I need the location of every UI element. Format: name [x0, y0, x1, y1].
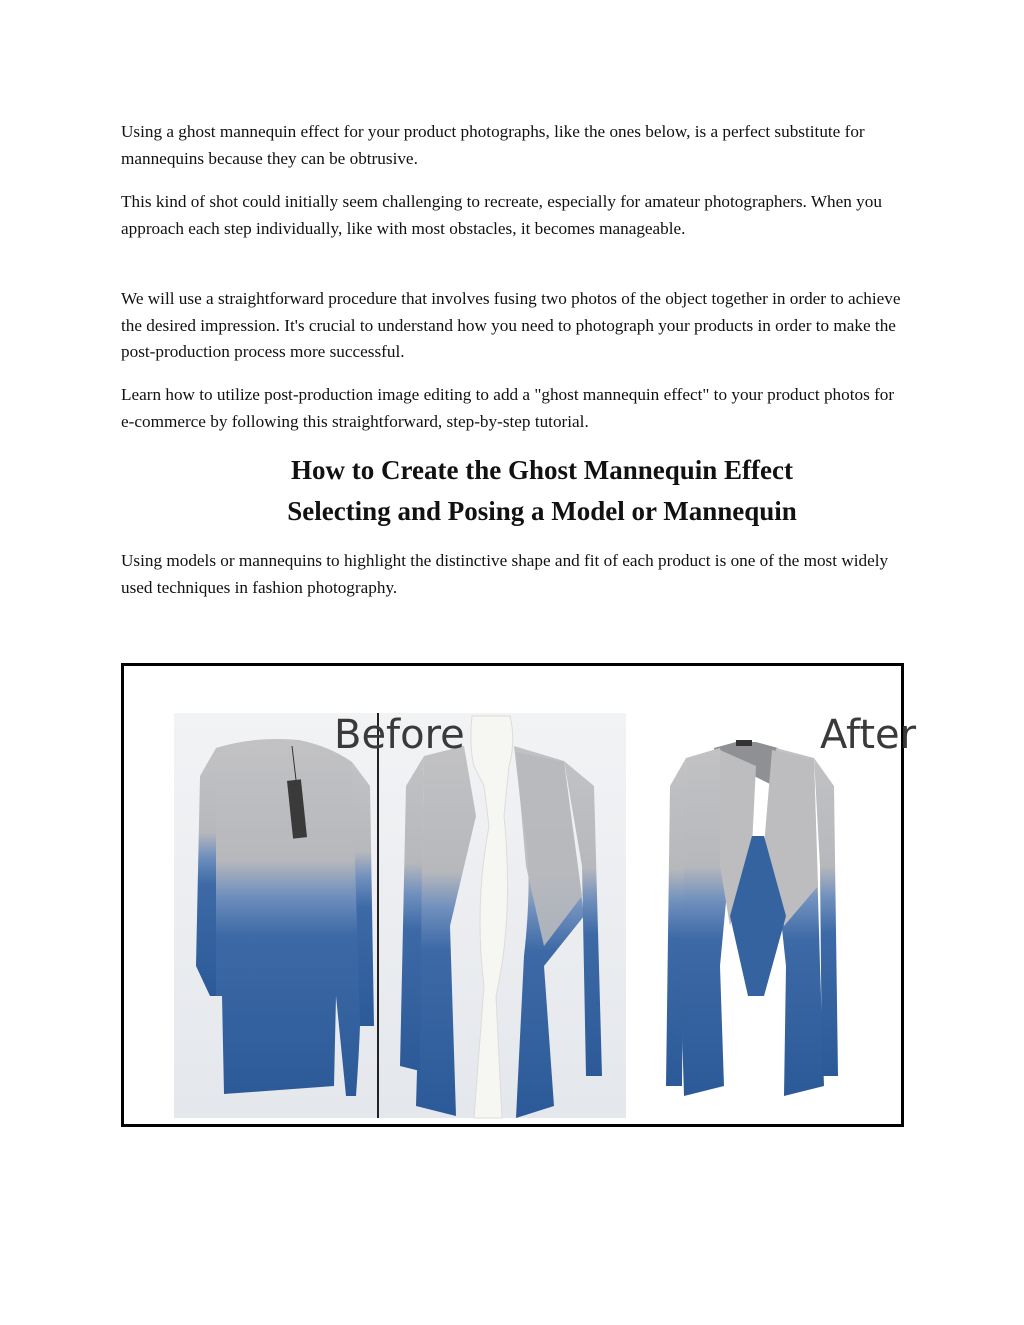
- after-garment: [666, 740, 838, 1096]
- before-after-image: [124, 666, 917, 1124]
- section-heading-sub: Selecting and Posing a Model or Mannequin: [287, 496, 797, 526]
- before-label: Before: [334, 712, 465, 758]
- intro-paragraph-1: Using a ghost mannequin effect for your product photographs, like the ones below, is a perfect substitute for mannequins because they can be obtrusive.: [121, 122, 865, 168]
- intro-paragraph-2: This kind of shot could initially seem challenging to recreate, especially for amateur photographers. When you approach each step individually, like with most obstacles, it becomes manageable.: [121, 192, 882, 238]
- after-label: After: [820, 712, 917, 758]
- intro-paragraph-3: We will use a straightforward procedure that involves fusing two photos of the object together in order to achieve the desired impression. It's crucial to understand how you need to photograph your products in order to make the post-production process more successful.: [121, 289, 901, 361]
- section-heading-main: How to Create the Ghost Mannequin Effect: [291, 455, 793, 485]
- section-paragraph: Using models or mannequins to highlight the distinctive shape and fit of each product is one of the most widely used techniques in fashion photography.: [121, 551, 889, 597]
- intro-paragraph-4: Learn how to utilize post-production image editing to add a "ghost mannequin effect" to your product photos for e-commerce by following this straightforward, step-by-step tutorial.: [121, 385, 895, 431]
- before-after-figure: [121, 663, 917, 1127]
